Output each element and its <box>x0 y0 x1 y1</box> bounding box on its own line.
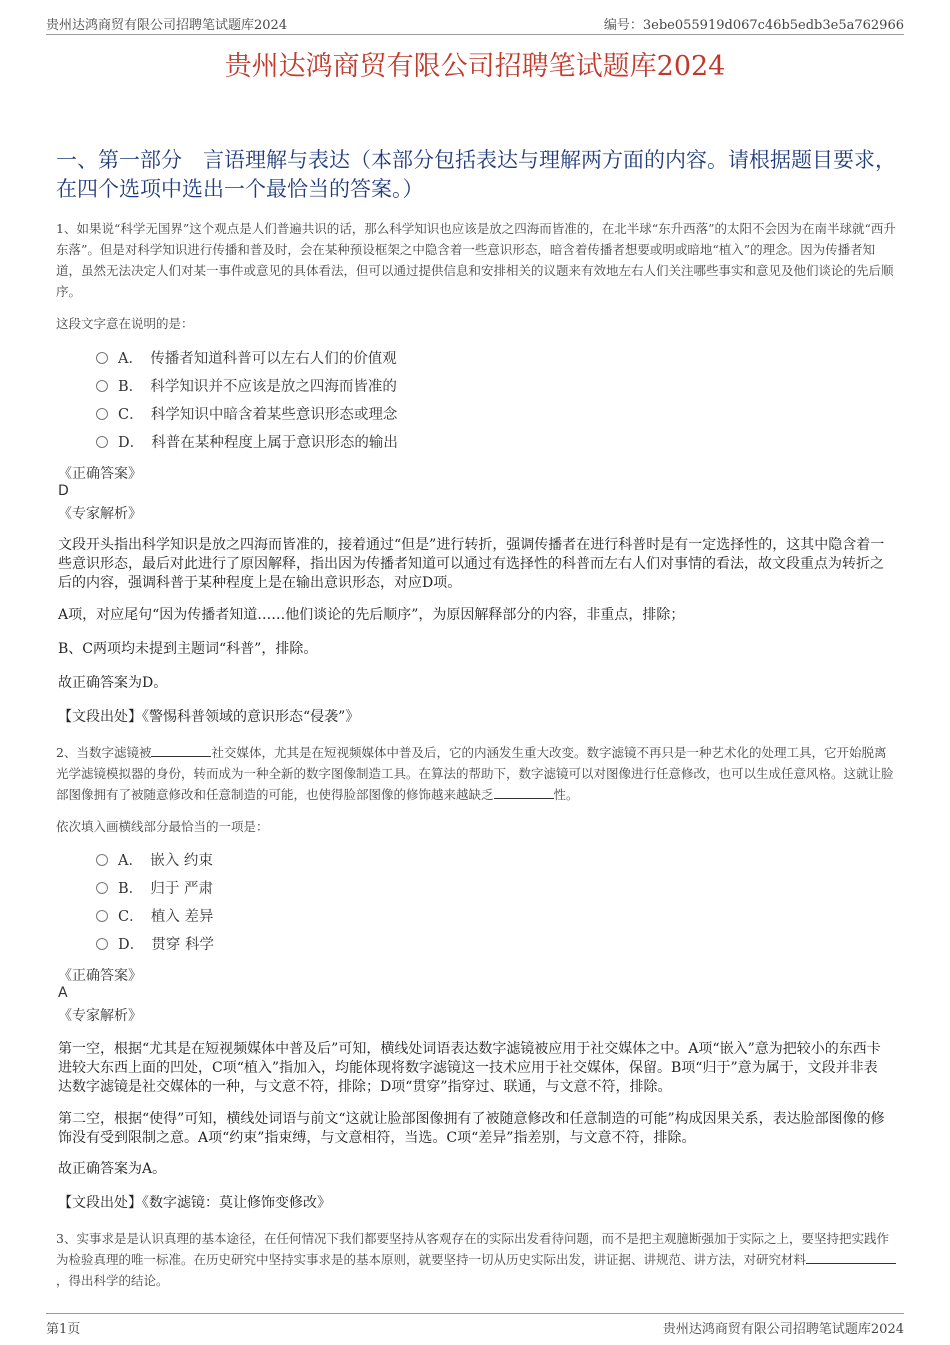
q1-option-c[interactable]: C． 科学知识中暗含着某些意识形态或理念 <box>96 404 397 426</box>
q1-option-a[interactable]: A． 传播者知道科普可以左右人们的价值观 <box>96 348 397 370</box>
q1-analysis-paragraph: B、C两项均未提到主题词“科普”，排除。 <box>58 641 318 657</box>
q2-option-c[interactable]: C． 植入 差异 <box>96 906 213 928</box>
q1-answer: D <box>58 483 69 499</box>
q2-source: 【文段出处】《数字滤镜：莫让修饰变修改》 <box>58 1195 331 1211</box>
radio-icon[interactable] <box>96 380 108 392</box>
page-number: 第1页 <box>46 1322 81 1337</box>
radio-icon[interactable] <box>96 882 108 894</box>
section-heading: 一、第一部分 言语理解与表达（本部分包括表达与理解两方面的内容。请根据题目要求，在四个选项中选出一个最恰当的答案。） <box>56 148 896 201</box>
fill-blank <box>806 1251 896 1264</box>
page-footer <box>46 1313 904 1336</box>
q1-analysis-conclusion: 故正确答案为D。 <box>58 675 168 691</box>
q2-analysis-conclusion: 故正确答案为A。 <box>58 1161 167 1177</box>
q2-option-d[interactable]: D． 贯穿 科学 <box>96 934 214 956</box>
radio-icon[interactable] <box>96 910 108 922</box>
q1-analysis-label: 《专家解析》 <box>58 506 142 522</box>
q1-source: 【文段出处】《警惕科普领域的意识形态“侵袭”》 <box>58 709 360 725</box>
page-header <box>46 14 904 35</box>
q2-option-a[interactable]: A． 嵌入 约束 <box>96 850 213 872</box>
question-1-prompt: 这段文字意在说明的是： <box>56 316 194 331</box>
q1-analysis-paragraph: A项，对应尾句“因为传播者知道……他们谈论的先后顺序”，为原因解释部分的内容，非重点，排除； <box>58 607 685 623</box>
radio-icon[interactable] <box>96 352 108 364</box>
question-1-text: 1、如果说“科学无国界”这个观点是人们普遍共识的话，那么科学知识也应该是放之四海而皆准的，在北半球“东升西落”的太阳不会因为在南半球就“西升东落”。但是对科学知识进行传播和普及时，会在某种预设框架之中隐含着一些意识形态，暗含着传播者想要或明或暗地“植入”的理念。因为传播者知道，虽然无法决定人们对某一事件或意见的具体看法，但可以通过提供信息和安排相关的议题来有效地左右人们关注哪些事实和意见及他们谈论的先后顺序。 <box>56 221 896 299</box>
radio-icon[interactable] <box>96 408 108 420</box>
radio-icon[interactable] <box>96 436 108 448</box>
q1-analysis-paragraph: 文段开头指出科学知识是放之四海而皆准的，接着通过“但是”进行转折，强调传播者在进行科普时是有一定选择性的，这其中隐含着一些意识形态，最后对此进行了原因解释，指出因为传播者知道可以通过有选择性的科普而左右人们对事情的看法，故文段重点为转折之后的内容，强调科普于某种程度上是在输出意识形态，对应D项。 <box>58 537 885 591</box>
question-3-text: 3、实事求是是认识真理的基本途径，在任何情况下我们都要坚持从客观存在的实际出发看待问题，而不是把主观臆断强加于实际之上，要坚持把实践作为检验真理的唯一标准。在历史研究中坚持实事求是的基本原则，就要坚持一切从历史实际出发，讲证据、讲规范、讲方法，对研究材料，得出科学的结论。 <box>56 1228 896 1291</box>
q1-option-b[interactable]: B． 科学知识并不应该是放之四海而皆准的 <box>96 376 397 398</box>
q2-option-b[interactable]: B． 归于 严肃 <box>96 878 213 900</box>
q2-answer: A <box>58 985 68 1001</box>
q2-analysis-paragraph: 第二空，根据“使得”可知，横线处词语与前文“这就让脸部图像拥有了被随意修改和任意制造的可能”构成因果关系，表达脸部图像的修饰没有受到限制之意。A项“约束”指束缚，与文意相符，当选。C项“差异”指差别，与文意不符，排除。 <box>58 1111 885 1146</box>
question-2-prompt: 依次填入画横线部分最恰当的一项是： <box>56 819 269 834</box>
q1-answer-label: 《正确答案》 <box>58 466 142 482</box>
header-doc-id: 编号：3ebe055919d067c46b5edb3e5a762966 <box>603 18 904 33</box>
radio-icon[interactable] <box>96 938 108 950</box>
q2-analysis-paragraph: 第一空，根据“尤其是在短视频媒体中普及后”可知，横线处词语表达数字滤镜被应用于社交媒体之中。A项“嵌入”意为把较小的东西卡进较大东西上面的凹处，C项“植入”指加入，均能体现将数字滤镜这一技术应用于社交媒体，保留。B项“归于”意为属于，文段并非表达数字滤镜是社交媒体的一种，与文意不符，排除；D项“贯穿”指穿过、联通，与文意不符，排除。 <box>58 1041 881 1095</box>
footer-doc-title: 贵州达鸿商贸有限公司招聘笔试题库2024 <box>662 1322 904 1337</box>
radio-icon[interactable] <box>96 854 108 866</box>
q1-option-d[interactable]: D． 科普在某种程度上属于意识形态的输出 <box>96 432 398 454</box>
q2-analysis-label: 《专家解析》 <box>58 1008 142 1024</box>
page-title: 贵州达鸿商贸有限公司招聘笔试题库2024 <box>224 51 726 82</box>
fill-blank <box>494 786 554 799</box>
fill-blank <box>151 744 211 757</box>
question-2-text: 2、当数字滤镜被 社交媒体，尤其是在短视频媒体中普及后，它的内涵发生重大改变。数字滤镜不再只是一种艺术化的处理工具，它开始脱离光学滤镜模拟器的身份，转而成为一种全新的数字图像制造工具。在算法的帮助下，数字滤镜可以对图像进行任意修改，也可以生成任意风格。这就让脸部图像拥有了被随意修改和任意制造的可能，也使得脸部图像的修饰越来越缺乏 性。 <box>56 745 894 802</box>
q2-answer-label: 《正确答案》 <box>58 968 142 984</box>
header-doc-title: 贵州达鸿商贸有限公司招聘笔试题库2024 <box>46 18 288 33</box>
